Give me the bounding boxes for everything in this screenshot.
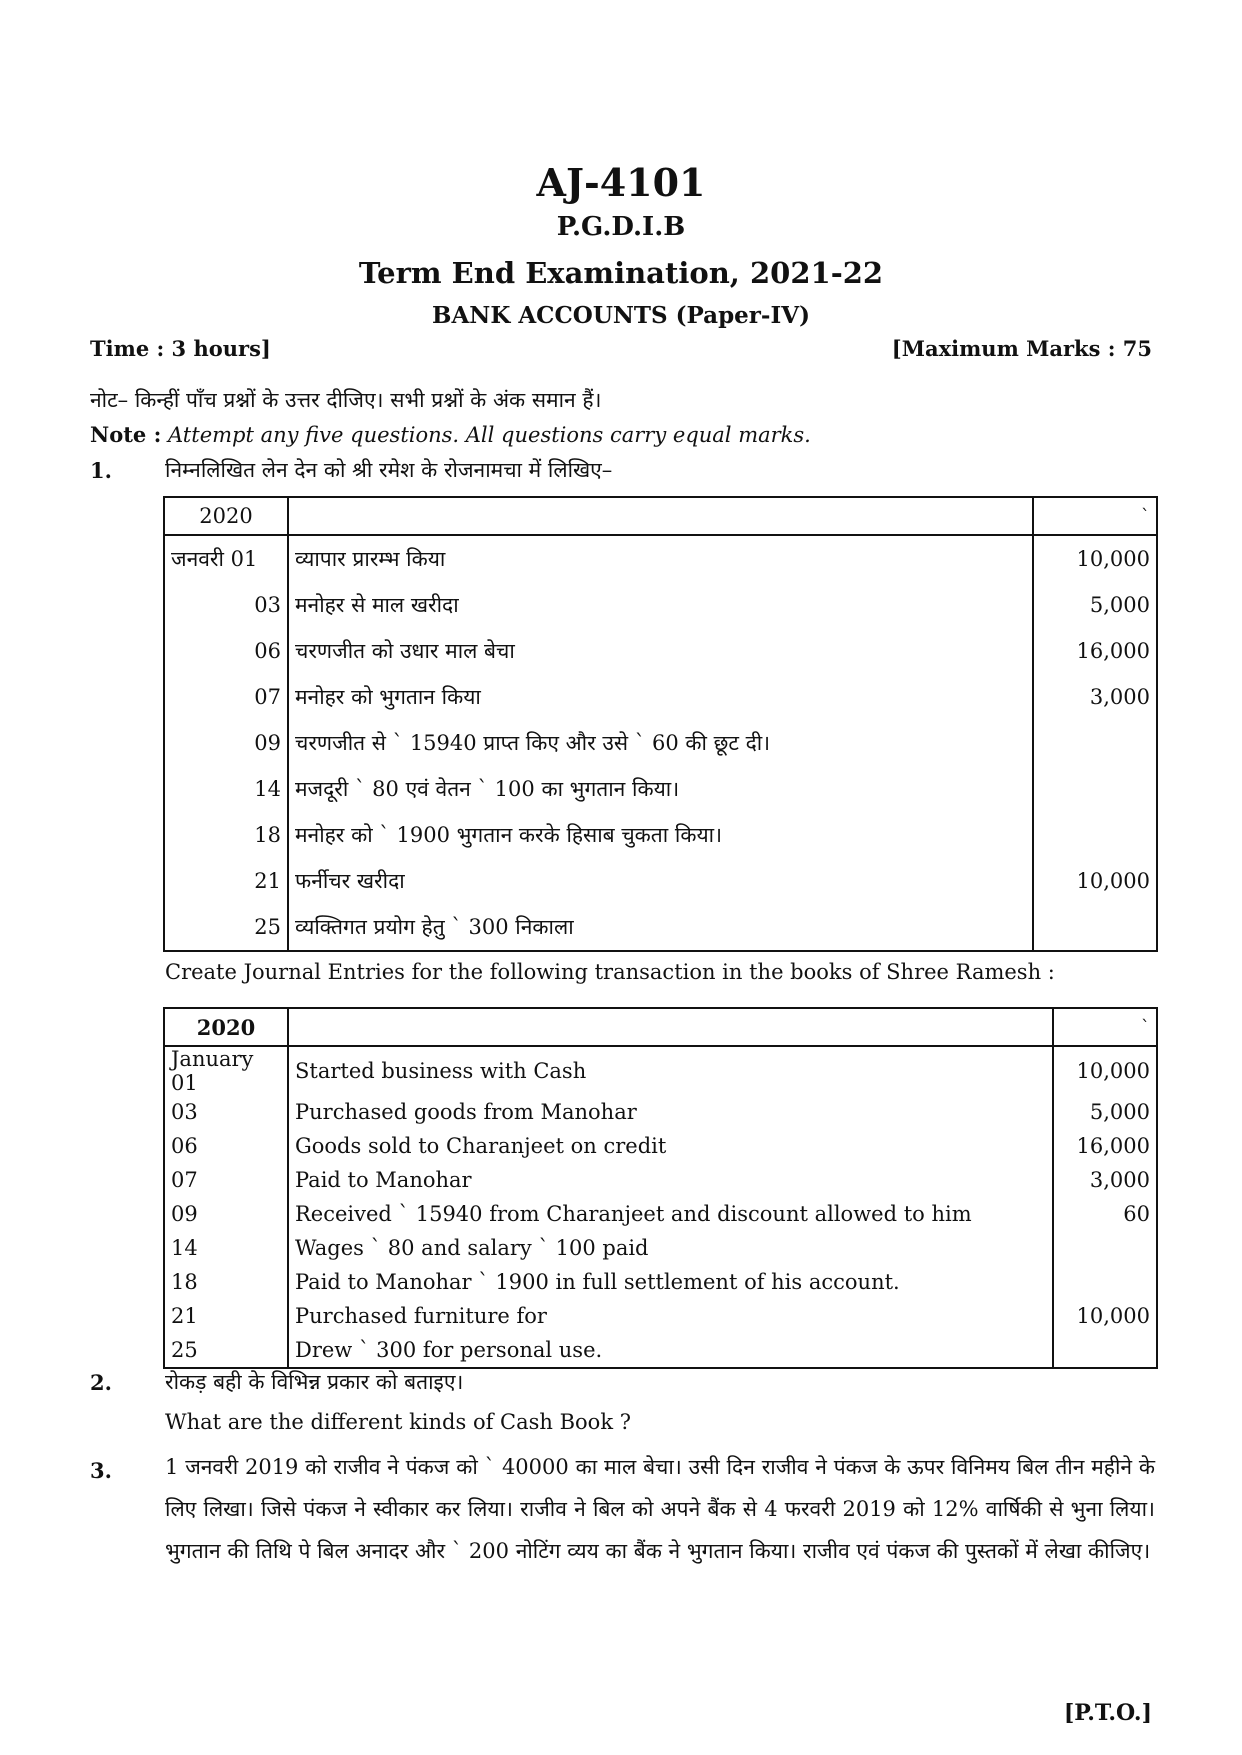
particulars-cell: व्यक्तिगत प्रयोग हेतु ` 300 निकाला [288, 904, 1033, 951]
question-1-hindi-prompt: निम्नलिखित लेन देन को श्री रमेश के रोजनामचा में लिखिए– [165, 458, 613, 482]
paper-code: AJ-4101 [536, 160, 706, 205]
table-row [164, 812, 1157, 858]
date-cell: 14 [164, 1231, 288, 1265]
particulars-cell: Purchased goods from Manohar [288, 1095, 1053, 1129]
particulars-cell: Wages ` 80 and salary ` 100 paid [288, 1231, 1053, 1265]
table-row [164, 674, 1157, 720]
date-cell: 06 [164, 1129, 288, 1163]
question-2-hindi: रोकड़ बही के विभिन्न प्रकार को बताइए। [165, 1370, 464, 1394]
maximum-marks: [Maximum Marks : 75 [891, 336, 1152, 361]
currency-header: ` [1053, 1008, 1157, 1046]
english-table-body [164, 1046, 1157, 1368]
amount-cell: 10,000 [1033, 858, 1157, 904]
table-row [164, 1197, 1157, 1231]
date-cell: 03 [164, 1095, 288, 1129]
particulars-cell: Purchased furniture for [288, 1299, 1053, 1333]
table-row [164, 628, 1157, 674]
currency-header: ` [1033, 497, 1157, 535]
table-row [164, 766, 1157, 812]
table-header-row [164, 497, 1157, 535]
year-header: 2020 [164, 497, 288, 535]
date-cell: 21 [164, 858, 288, 904]
amount-cell: 16,000 [1033, 628, 1157, 674]
question-3-hindi: 1 जनवरी 2019 को राजीव ने पंकज को ` 40000 का माल बेचा। उसी दिन राजीव ने पंकज के ऊपर विनिमय बिल तीन महीने के लिए लिखा। जिसे पंकज ने स्वीकार कर लिया। राजीव ने बिल को अपने बैंक से 4 फरवरी 2019 को 12% वार्षिकी से भुना लिया। भुगतान की तिथि पे बिल अनादर और ` 200 नोटिंग व्यय का बैंक ने भुगतान किया। राजीव एवं पंकज की पुस्तकों में लेखा कीजिए। [165, 1455, 1155, 1563]
amount-cell: 5,000 [1053, 1095, 1157, 1129]
table-row [164, 1299, 1157, 1333]
note-hindi: नोट– किन्हीं पाँच प्रश्नों के उत्तर दीजिए। सभी प्रश्नों के अंक समान हैं। [90, 388, 602, 412]
table-row [164, 720, 1157, 766]
particulars-cell: Started business with Cash [288, 1046, 1053, 1095]
question-2-english: What are the different kinds of Cash Book ? [165, 1410, 631, 1434]
amount-cell: 60 [1053, 1197, 1157, 1231]
amount-cell [1033, 812, 1157, 858]
programme-name: P.G.D.I.B [556, 212, 686, 242]
amount-cell [1033, 720, 1157, 766]
date-cell: जनवरी 01 [164, 535, 288, 582]
date-cell: 18 [164, 812, 288, 858]
subject-title: BANK ACCOUNTS (Paper-IV) [432, 302, 810, 329]
hindi-transactions-table [163, 496, 1158, 952]
date-cell: 06 [164, 628, 288, 674]
question-3-number: 3. [90, 1458, 112, 1483]
amount-cell [1053, 1333, 1157, 1368]
particulars-cell: चरणजीत को उधार माल बेचा [288, 628, 1033, 674]
date-cell: 25 [164, 1333, 288, 1368]
date-cell: 09 [164, 720, 288, 766]
english-transactions-table [163, 1007, 1158, 1369]
amount-cell [1033, 766, 1157, 812]
particulars-cell: Received ` 15940 from Charanjeet and discount allowed to him [288, 1197, 1053, 1231]
table-row [164, 582, 1157, 628]
date-cell: 25 [164, 904, 288, 951]
table-row [164, 1046, 1157, 1095]
table-row [164, 535, 1157, 582]
table-row [164, 904, 1157, 951]
particulars-cell: Drew ` 300 for personal use. [288, 1333, 1053, 1368]
date-cell: 14 [164, 766, 288, 812]
particulars-cell: मजदूरी ` 80 एवं वेतन ` 100 का भुगतान किया। [288, 766, 1033, 812]
particulars-cell: Paid to Manohar [288, 1163, 1053, 1197]
date-cell: January 01 [164, 1046, 288, 1095]
question-1-number: 1. [90, 458, 112, 483]
exam-title: Term End Examination, 2021-22 [358, 256, 884, 290]
amount-cell: 10,000 [1053, 1299, 1157, 1333]
amount-cell [1053, 1265, 1157, 1299]
amount-cell: 3,000 [1033, 674, 1157, 720]
time-allowed: Time : 3 hours] [90, 336, 271, 361]
table-row [164, 1163, 1157, 1197]
particulars-cell: फर्नीचर खरीदा [288, 858, 1033, 904]
please-turn-over: [P.T.O.] [1063, 1700, 1152, 1726]
amount-cell [1033, 904, 1157, 951]
year-header: 2020 [164, 1008, 288, 1046]
table-row [164, 1231, 1157, 1265]
note-text: Attempt any five questions. All questions carry equal marks. [168, 423, 811, 447]
amount-cell: 10,000 [1053, 1046, 1157, 1095]
date-cell: 21 [164, 1299, 288, 1333]
particulars-header [288, 497, 1033, 535]
date-cell: 18 [164, 1265, 288, 1299]
note-label: Note : [90, 422, 162, 447]
hindi-table-body [164, 535, 1157, 951]
particulars-cell: Paid to Manohar ` 1900 in full settlement of his account. [288, 1265, 1053, 1299]
date-cell: 07 [164, 674, 288, 720]
particulars-cell: मनोहर से माल खरीदा [288, 582, 1033, 628]
note-english [90, 422, 811, 447]
date-cell: 07 [164, 1163, 288, 1197]
amount-cell [1053, 1231, 1157, 1265]
question-2-number: 2. [90, 1370, 112, 1395]
particulars-cell: मनोहर को भुगतान किया [288, 674, 1033, 720]
amount-cell: 5,000 [1033, 582, 1157, 628]
question-1-english-prompt: Create Journal Entries for the following transaction in the books of Shree Ramesh : [165, 960, 1055, 984]
amount-cell: 10,000 [1033, 535, 1157, 582]
particulars-header [288, 1008, 1053, 1046]
particulars-cell: चरणजीत से ` 15940 प्राप्त किए और उसे ` 60 की छूट दी। [288, 720, 1033, 766]
table-row [164, 1265, 1157, 1299]
particulars-cell: मनोहर को ` 1900 भुगतान करके हिसाब चुकता किया। [288, 812, 1033, 858]
table-row [164, 1333, 1157, 1368]
table-row [164, 1095, 1157, 1129]
date-cell: 03 [164, 582, 288, 628]
amount-cell: 3,000 [1053, 1163, 1157, 1197]
amount-cell: 16,000 [1053, 1129, 1157, 1163]
table-row [164, 1129, 1157, 1163]
date-cell: 09 [164, 1197, 288, 1231]
particulars-cell: व्यापार प्रारम्भ किया [288, 535, 1033, 582]
table-header-row [164, 1008, 1157, 1046]
table-row [164, 858, 1157, 904]
particulars-cell: Goods sold to Charanjeet on credit [288, 1129, 1053, 1163]
